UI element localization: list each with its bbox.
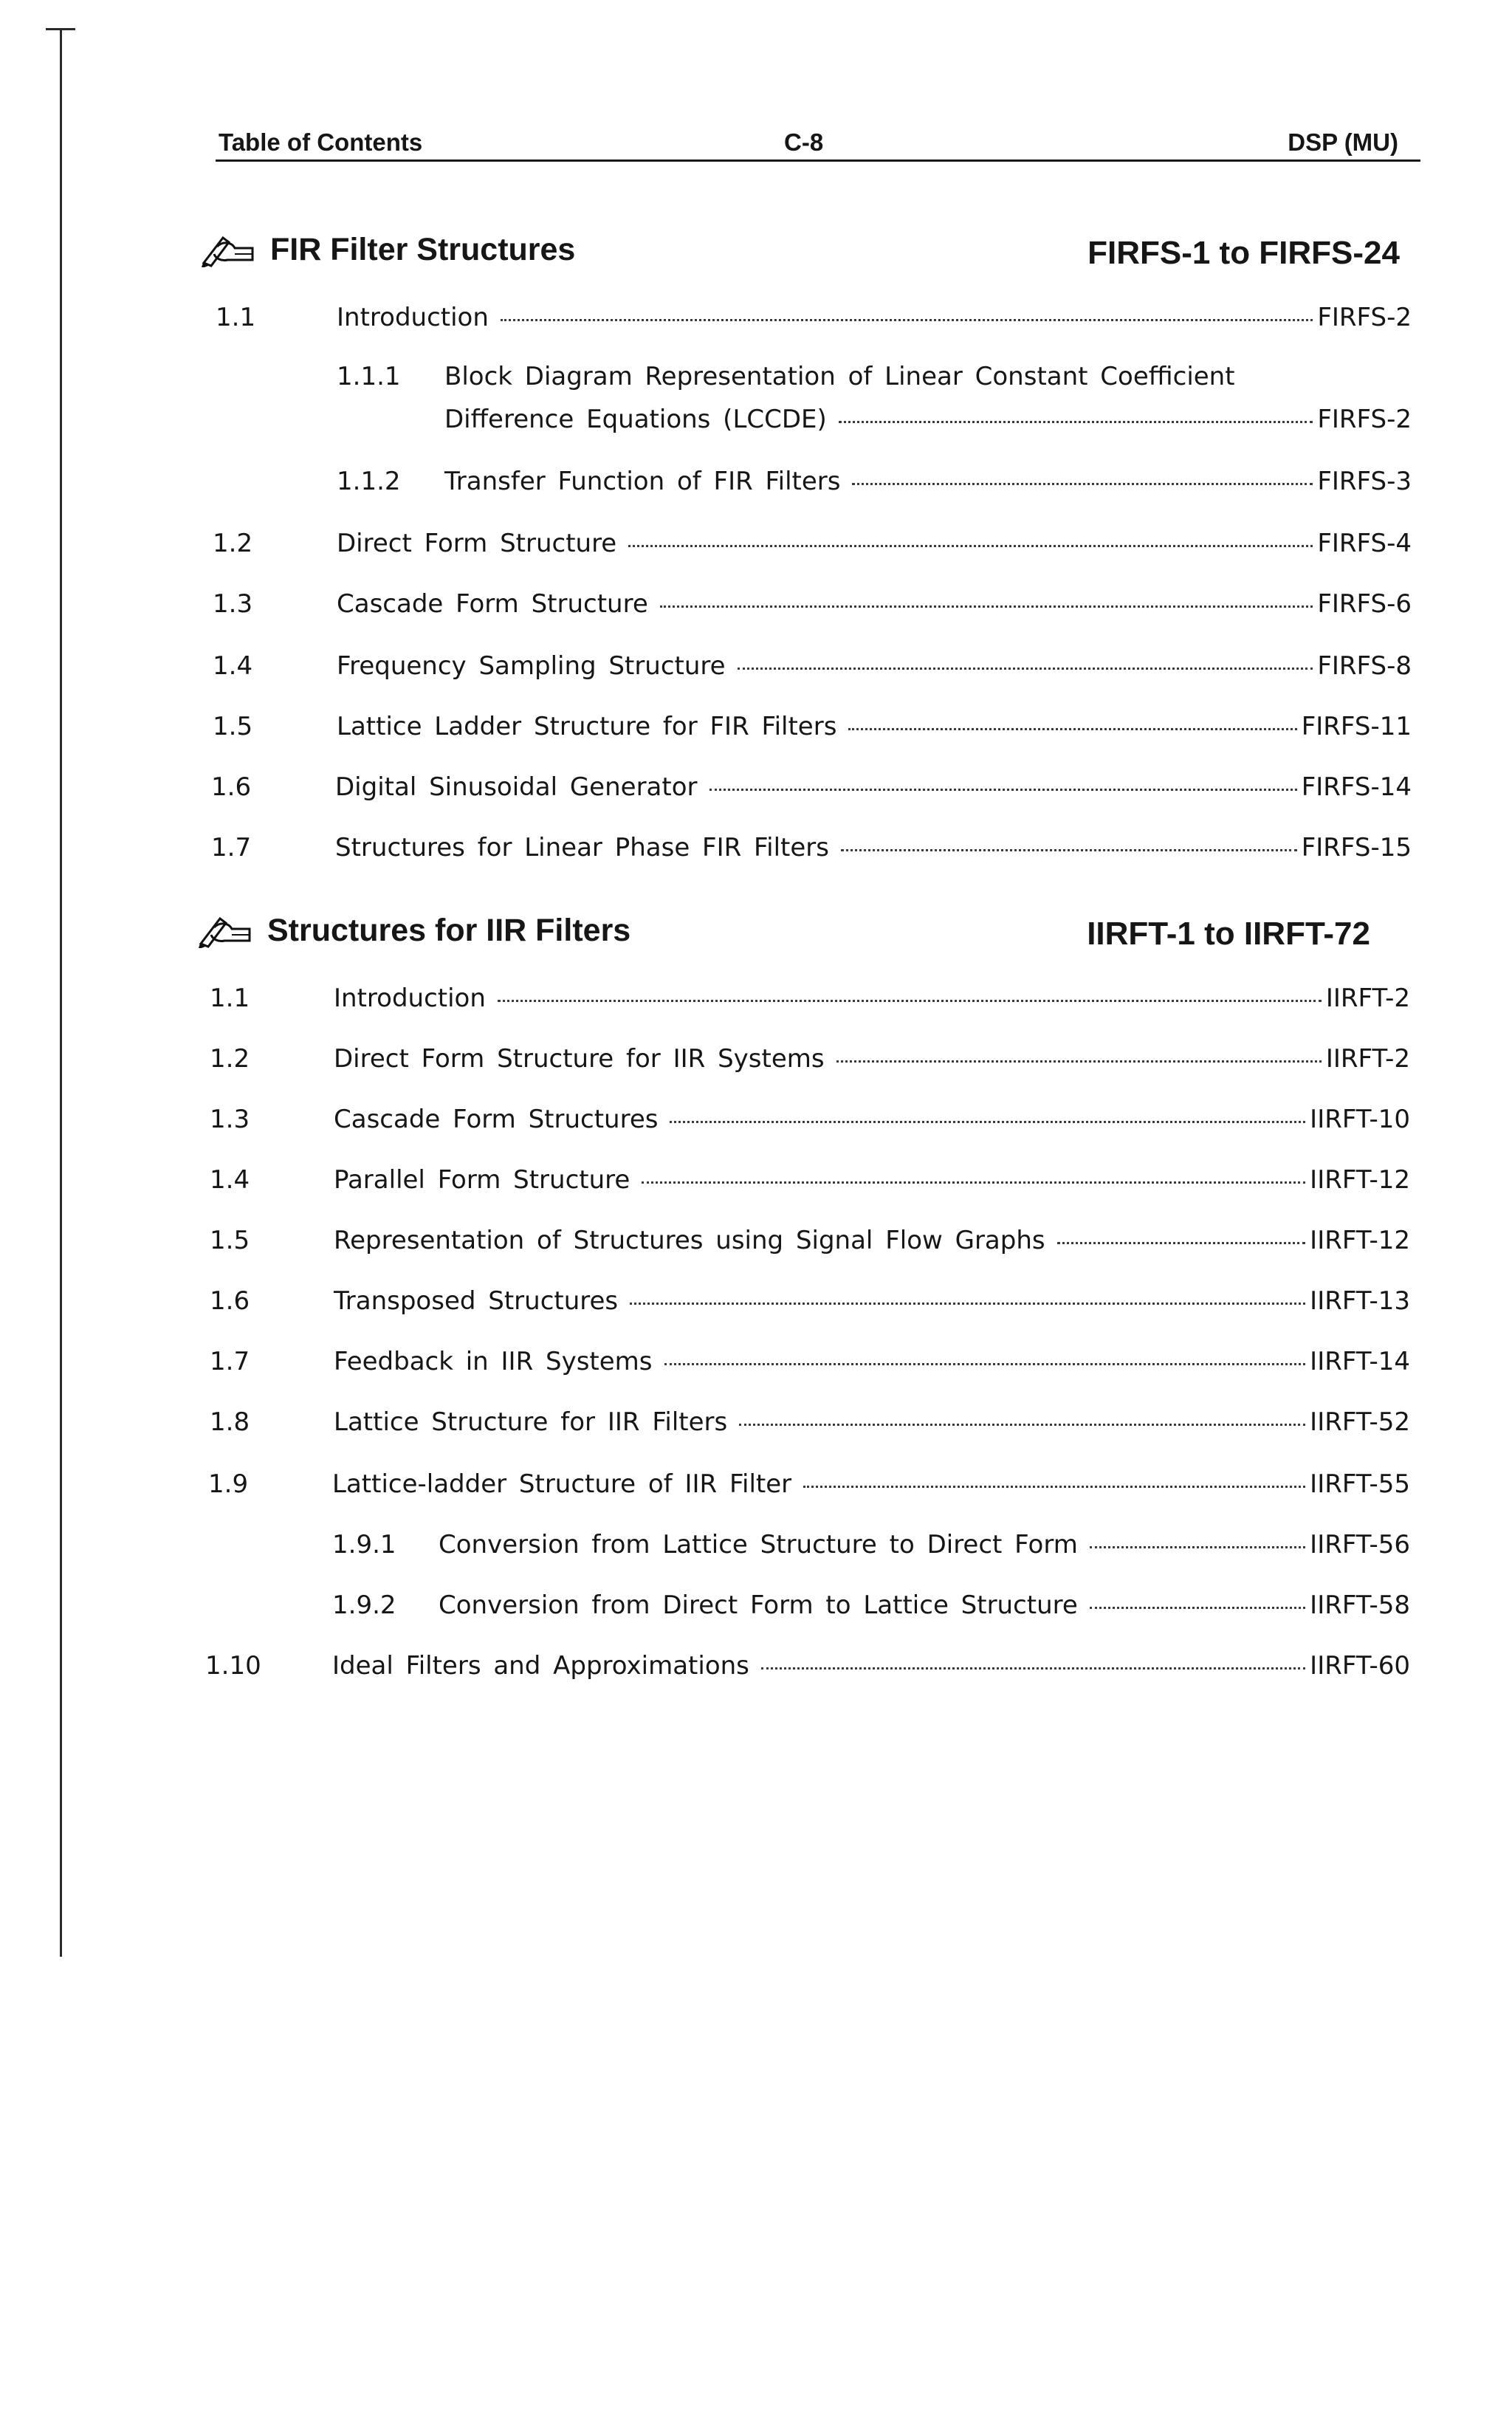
toc-entry-title: Direct Form Structure <box>337 529 617 558</box>
toc-entry[interactable] <box>210 1347 1410 1388</box>
toc-entry-page: IIRFT-56 <box>1310 1530 1410 1559</box>
section-heading-iir <box>198 907 1397 958</box>
toc-entry-number: 1.3 <box>213 589 253 619</box>
header-book-title: DSP (MU) <box>1288 128 1398 156</box>
toc-dot-leader <box>1090 1607 1305 1609</box>
toc-entry-line <box>337 651 1412 681</box>
toc-entry-line <box>334 1044 1410 1074</box>
toc-entry-number: 1.9 <box>208 1469 249 1499</box>
toc-entry-page: IIRFT-58 <box>1310 1590 1410 1620</box>
toc-entry-page: IIRFT-55 <box>1310 1469 1410 1499</box>
toc-entry-number: 1.1 <box>216 303 256 332</box>
toc-entry-line <box>334 1407 1410 1437</box>
toc-entry-line <box>337 589 1412 619</box>
toc-entry-title: Cascade Form Structure <box>337 589 648 619</box>
toc-entry[interactable] <box>213 529 1412 570</box>
toc-entry-line <box>337 712 1412 741</box>
toc-dot-leader <box>501 319 1313 321</box>
writing-hand-icon <box>198 911 254 948</box>
toc-dot-leader <box>630 1303 1305 1305</box>
toc-entry[interactable] <box>208 1530 1410 1571</box>
writing-hand-icon <box>201 230 257 267</box>
toc-entry-number: 1.1.1 <box>337 362 401 391</box>
toc-entry-number: 1.7 <box>211 833 252 862</box>
toc-entry-number: 1.1.2 <box>337 467 401 496</box>
toc-entry-title: Parallel Form Structure <box>334 1165 630 1195</box>
toc-entry[interactable] <box>210 1044 1410 1085</box>
toc-entry[interactable] <box>213 651 1412 693</box>
scan-edge-tick <box>46 28 75 30</box>
toc-entry-page: IIRFT-2 <box>1325 984 1410 1013</box>
toc-entry-page: IIRFT-2 <box>1325 1044 1410 1074</box>
toc-entry-line <box>334 1286 1410 1316</box>
toc-entry-line <box>439 1530 1410 1559</box>
toc-entry-number: 1.2 <box>213 529 253 558</box>
toc-entry-line <box>334 1347 1410 1376</box>
toc-entry-title: Lattice-ladder Structure of IIR Filter <box>332 1469 792 1499</box>
toc-entry-title: Transposed Structures <box>334 1286 619 1316</box>
toc-dot-leader <box>739 1424 1305 1426</box>
toc-entry[interactable] <box>216 303 1412 344</box>
toc-entry-line <box>332 1469 1410 1499</box>
toc-entry-line <box>334 984 1410 1013</box>
toc-entry-number: 1.6 <box>210 1286 250 1316</box>
toc-entry-number: 1.4 <box>210 1165 250 1195</box>
toc-entry-title: Lattice Ladder Structure for FIR Filters <box>337 712 837 741</box>
toc-entry-number: 1.2 <box>210 1044 250 1074</box>
toc-entry-page: IIRFT-60 <box>1310 1651 1410 1681</box>
toc-entry-line <box>334 1105 1410 1134</box>
toc-entry-number: 1.1 <box>210 984 250 1013</box>
toc-dot-leader <box>852 483 1313 485</box>
toc-dot-leader <box>738 668 1313 670</box>
toc-dot-leader <box>660 605 1313 608</box>
toc-entry-page: IIRFT-12 <box>1310 1165 1410 1195</box>
toc-entry-title: Cascade Form Structures <box>334 1105 659 1134</box>
toc-entry-page: IIRFT-10 <box>1310 1105 1410 1134</box>
toc-entry-title: Difference Equations (LCCDE) <box>444 405 827 434</box>
toc-entry-page: FIRFS-2 <box>1317 405 1412 434</box>
toc-entry-number: 1.9.1 <box>332 1530 396 1559</box>
toc-entry[interactable] <box>210 984 1410 1025</box>
toc-entry-title: Representation of Structures using Signal Flow Graphs <box>334 1226 1045 1255</box>
toc-entry-number: 1.6 <box>211 772 252 802</box>
toc-entry-title: Structures for Linear Phase FIR Filters <box>335 833 829 862</box>
toc-dot-leader <box>1057 1242 1306 1244</box>
toc-entry-title: Direct Form Structure for IIR Systems <box>334 1044 825 1074</box>
toc-entry-title: Lattice Structure for IIR Filters <box>334 1407 728 1437</box>
toc-dot-leader <box>664 1363 1306 1365</box>
scan-edge-line <box>60 30 62 1957</box>
toc-entry-number: 1.9.2 <box>332 1590 396 1620</box>
toc-entry-title-line1: Block Diagram Representation of Linear Constant Coefficient <box>444 362 1235 391</box>
toc-entry-title: Frequency Sampling Structure <box>337 651 726 681</box>
section-title: FIR Filter Structures <box>270 232 576 267</box>
toc-entry-number: 1.7 <box>210 1347 250 1376</box>
toc-dot-leader <box>709 789 1297 791</box>
section-page-range: IIRFT-1 to IIRFT-72 <box>1087 916 1370 952</box>
toc-entry-page: FIRFS-8 <box>1317 651 1412 681</box>
toc-dot-leader <box>803 1486 1305 1488</box>
toc-entry-line <box>337 529 1412 558</box>
toc-entry[interactable] <box>213 589 1412 631</box>
page-header <box>216 123 1420 162</box>
toc-entry[interactable] <box>210 1226 1410 1267</box>
toc-entry-line <box>332 1651 1410 1681</box>
toc-entry-page: FIRFS-3 <box>1317 467 1412 496</box>
toc-entry-line <box>337 303 1412 332</box>
toc-entry-title: Conversion from Lattice Structure to Direct Form <box>439 1530 1078 1559</box>
toc-entry-number: 1.8 <box>210 1407 250 1437</box>
toc-dot-leader <box>670 1121 1305 1123</box>
header-left-title: Table of Contents <box>219 128 423 156</box>
toc-entry-line <box>335 833 1412 862</box>
toc-entry-title: Ideal Filters and Approximations <box>332 1651 749 1681</box>
toc-entry-page: IIRFT-52 <box>1310 1407 1410 1437</box>
toc-entry[interactable] <box>208 1469 1410 1511</box>
toc-entry[interactable] <box>216 362 1412 443</box>
toc-entry-title: Introduction <box>334 984 486 1013</box>
toc-entry[interactable] <box>210 1105 1410 1146</box>
toc-entry-line <box>444 467 1412 496</box>
toc-entry-line <box>334 1226 1410 1255</box>
toc-entry-title: Transfer Function of FIR Filters <box>444 467 841 496</box>
toc-entry-number: 1.5 <box>213 712 253 741</box>
toc-entry[interactable] <box>211 772 1412 814</box>
toc-entry-page: IIRFT-13 <box>1310 1286 1410 1316</box>
toc-entry-page: FIRFS-11 <box>1301 712 1412 741</box>
toc-entry-title: Conversion from Direct Form to Lattice Structure <box>439 1590 1078 1620</box>
toc-entry-number: 1.4 <box>213 651 253 681</box>
toc-entry-number: 1.10 <box>205 1651 261 1681</box>
toc-entry[interactable] <box>210 1407 1410 1449</box>
toc-entry-line <box>334 1165 1410 1195</box>
toc-entry[interactable] <box>216 467 1412 508</box>
toc-dot-leader <box>642 1181 1305 1184</box>
toc-entry-title: Digital Sinusoidal Generator <box>335 772 698 802</box>
section-title: Structures for IIR Filters <box>267 913 631 948</box>
toc-dot-leader <box>1090 1546 1305 1548</box>
section-heading-fir <box>201 226 1400 278</box>
toc-entry-line <box>335 772 1412 802</box>
toc-entry-page: FIRFS-6 <box>1317 589 1412 619</box>
toc-dot-leader <box>628 545 1313 547</box>
toc-entry[interactable] <box>210 1286 1410 1328</box>
toc-entry-number: 1.5 <box>210 1226 250 1255</box>
toc-entry[interactable] <box>210 1165 1410 1207</box>
toc-entry-title: Introduction <box>337 303 489 332</box>
toc-dot-leader <box>841 849 1297 851</box>
toc-entry[interactable] <box>208 1590 1410 1632</box>
toc-entry-page: FIRFS-15 <box>1301 833 1412 862</box>
toc-entry-line <box>444 405 1412 434</box>
toc-dot-leader <box>761 1667 1305 1670</box>
toc-entry[interactable] <box>205 1651 1410 1692</box>
toc-entry-title: Feedback in IIR Systems <box>334 1347 653 1376</box>
toc-entry-number: 1.3 <box>210 1105 250 1134</box>
toc-entry-line <box>439 1590 1410 1620</box>
toc-entry-page: FIRFS-4 <box>1317 529 1412 558</box>
toc-dot-leader <box>839 421 1313 423</box>
toc-dot-leader <box>498 1000 1322 1002</box>
header-page-number: C-8 <box>784 128 824 156</box>
toc-dot-leader <box>848 728 1296 730</box>
toc-dot-leader <box>836 1060 1322 1063</box>
toc-entry[interactable] <box>213 712 1412 753</box>
toc-entry-page: IIRFT-12 <box>1310 1226 1410 1255</box>
toc-entry[interactable] <box>211 833 1412 874</box>
toc-entry-page: FIRFS-14 <box>1301 772 1412 802</box>
section-page-range: FIRFS-1 to FIRFS-24 <box>1087 235 1400 271</box>
toc-entry-page: FIRFS-2 <box>1317 303 1412 332</box>
toc-entry-page: IIRFT-14 <box>1310 1347 1410 1376</box>
